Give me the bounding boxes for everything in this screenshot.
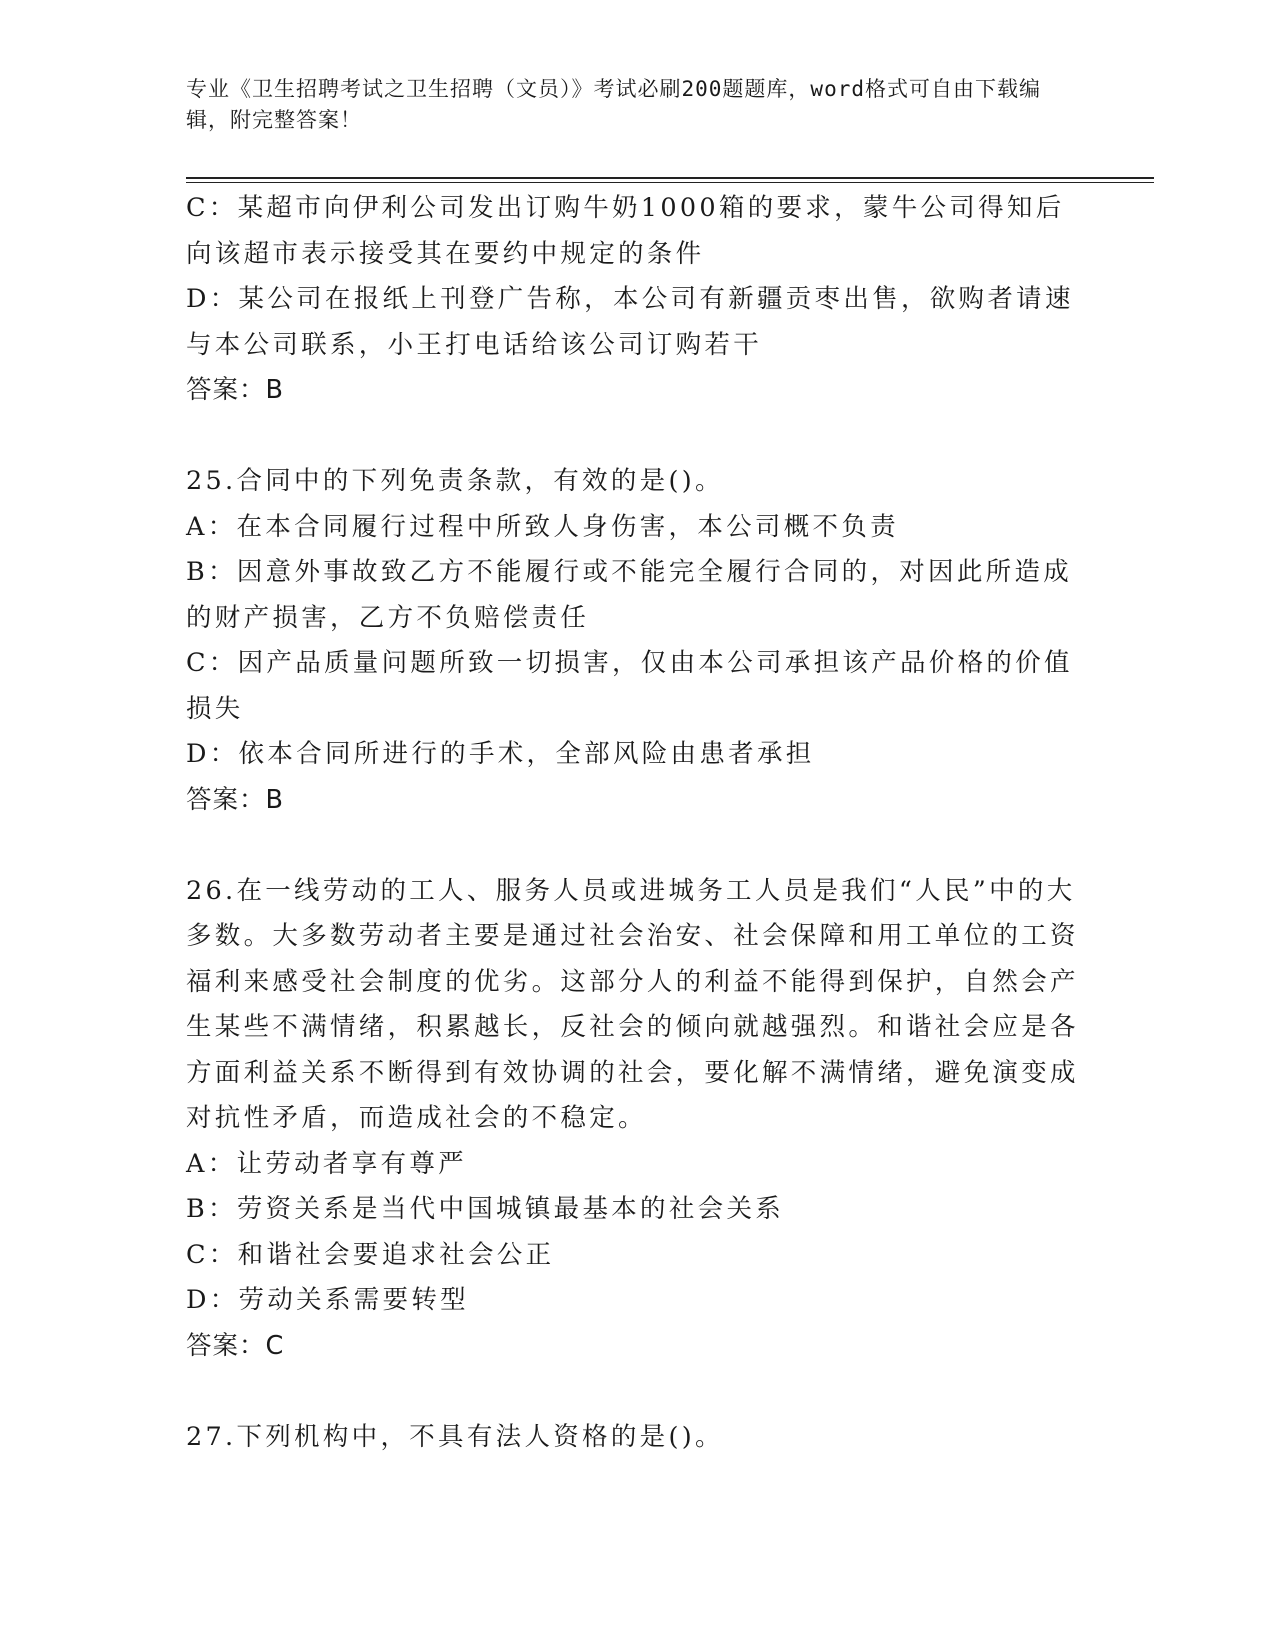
spacer [186, 414, 1086, 460]
q26-option-b: B：劳资关系是当代中国城镇最基本的社会关系 [186, 1194, 785, 1224]
q26-option-c: C：和谐社会要追求社会公正 [186, 1239, 555, 1270]
spacer [186, 1369, 1086, 1415]
q25-option-a: A：在本合同履行过程中所致人身伤害，本公司概不负责 [186, 511, 899, 542]
q25-answer: 答案：B [186, 784, 284, 815]
q24-option-d: D：某公司在报纸上刊登广告称，本公司有新疆贡枣出售，欲购者请速与本公司联系，小王打电话给该公司订购若干 [186, 284, 1074, 360]
document-header: 专业《卫生招聘考试之卫生招聘（文员）》考试必刷200题题库，word格式可自由下载编辑，附完整答案！ [186, 77, 1041, 132]
q24-option-c: C：某超市向伊利公司发出订购牛奶1000箱的要求，蒙牛公司得知后向该超市表示接受其在要约中规定的条件 [186, 193, 1065, 269]
q25-option-b: B：因意外事故致乙方不能履行或不能完全履行合同的，对因此所造成的财产损害，乙方不负赔偿责任 [186, 557, 1073, 633]
q26-stem: 26.在一线劳动的工人、服务人员或进城务工人员是我们“人民”中的大多数。大多数劳动者主要是通过社会治安、社会保障和用工单位的工资福利来感受社会制度的优劣。这部分人的利益不能得到保护，自然会产生某些不满情绪，积累越长，反社会的倾向就越强烈。和谐社会应是各方面利益关系不断得到有效协调的社会，要化解不满情绪，避免演变成对抗性矛盾，而造成社会的不稳定。 [186, 875, 1079, 1133]
q25-option-d: D：依本合同所进行的手术，全部风险由患者承担 [186, 739, 815, 769]
header-divider-thin [186, 182, 1154, 183]
q27-stem: 27.下列机构中，不具有法人资格的是()。 [186, 1421, 724, 1452]
q26-option-d: D：劳动关系需要转型 [186, 1285, 469, 1315]
header-divider-thick [186, 177, 1154, 179]
q26-option-a: A：让劳动者享有尊严 [186, 1148, 467, 1179]
q25-option-c: C：因产品质量问题所致一切损害，仅由本公司承担该产品价格的价值损失 [186, 648, 1073, 724]
spacer [186, 823, 1086, 869]
q25-stem: 25.合同中的下列免责条款，有效的是()。 [186, 466, 724, 496]
q26-answer: 答案：C [186, 1330, 285, 1361]
q24-answer: 答案：B [186, 375, 284, 405]
document-body [186, 186, 1086, 1460]
